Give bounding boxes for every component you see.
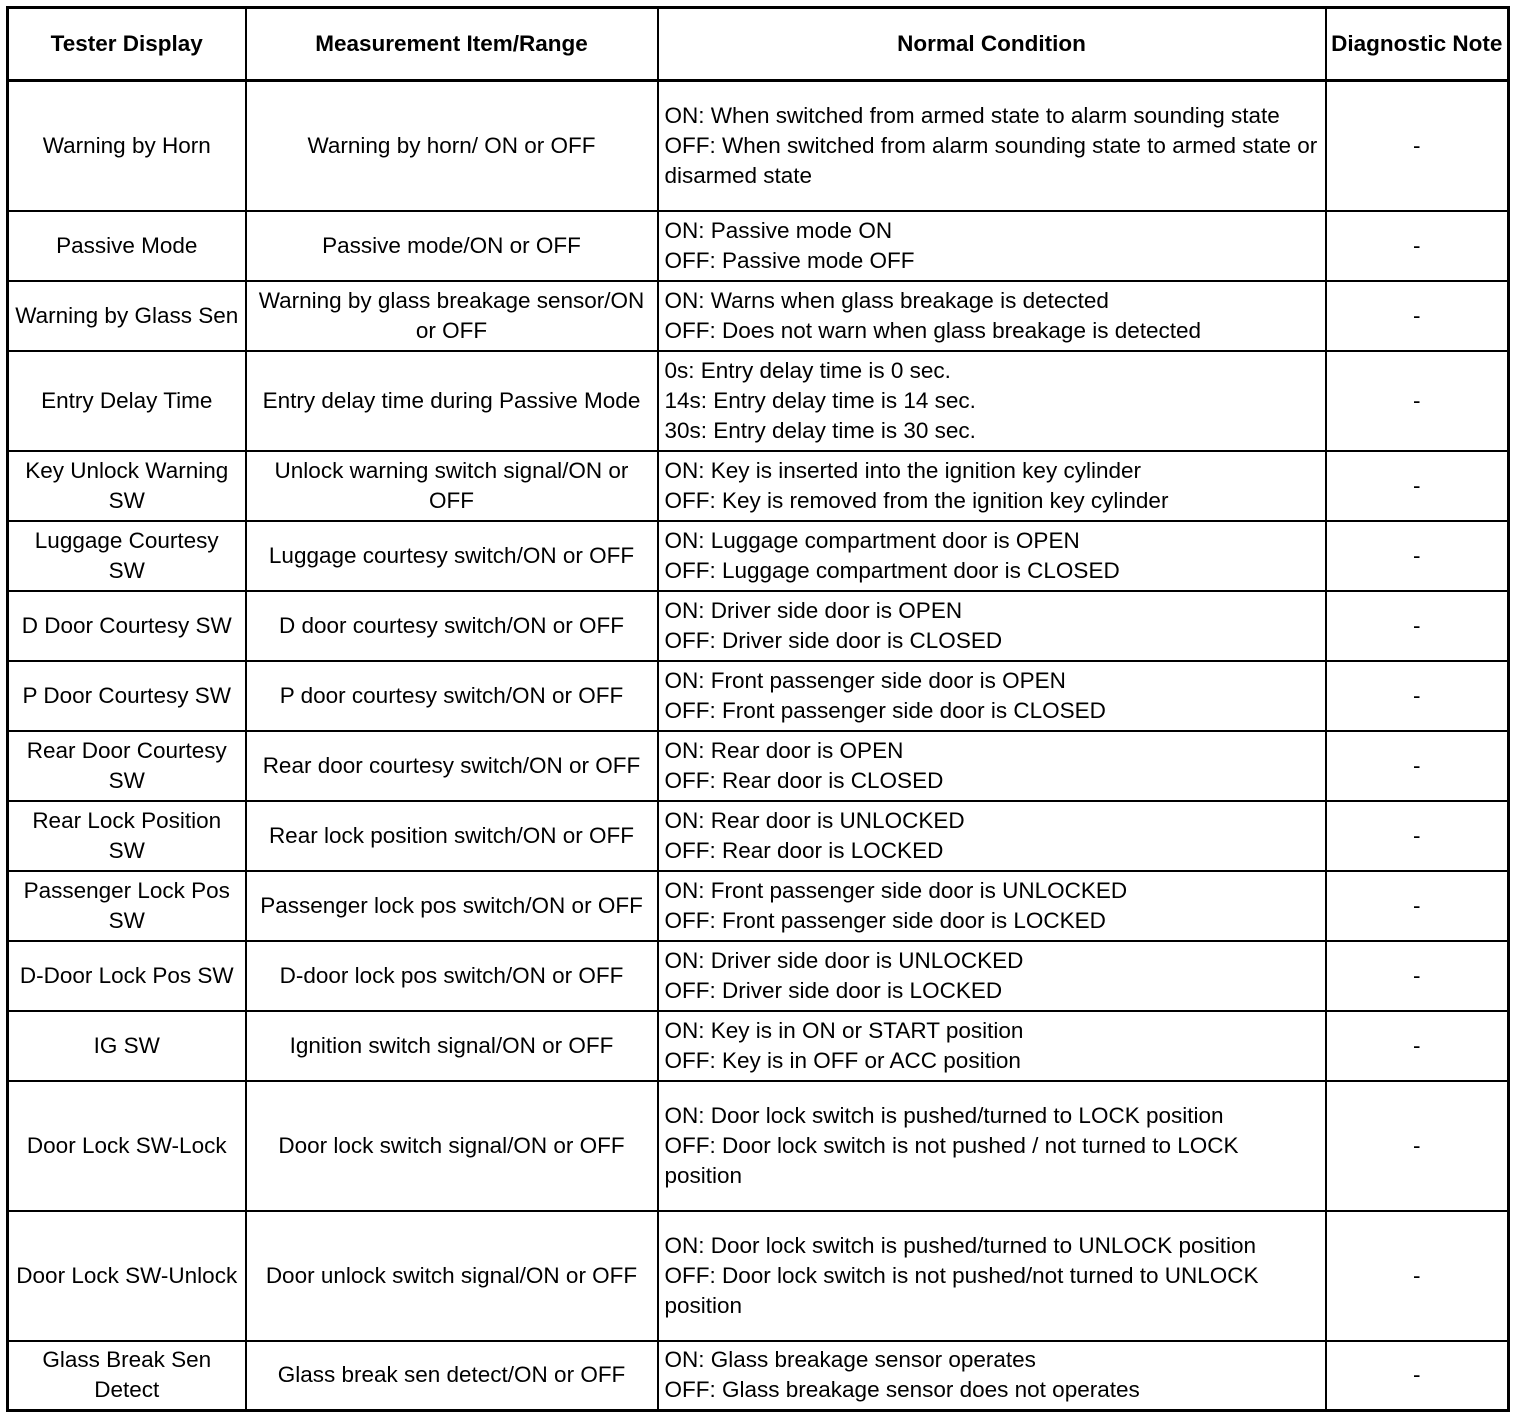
measurement-cell: Passenger lock pos switch/ON or OFF <box>246 871 658 941</box>
tester-data-table <box>6 6 1510 1412</box>
condition-off: OFF: Glass breakage sensor does not operates <box>664 1377 1140 1403</box>
table-row <box>8 351 1509 451</box>
measurement-cell: Rear lock position switch/ON or OFF <box>246 801 658 871</box>
condition-on: ON: Key is in ON or START position <box>664 1017 1024 1043</box>
measurement-cell: Door lock switch signal/ON or OFF <box>246 1081 658 1211</box>
tester-display-cell: Door Lock SW-Unlock <box>8 1211 246 1341</box>
normal-condition-cell <box>658 521 1326 591</box>
condition-line: 30s: Entry delay time is 30 sec. <box>664 417 976 443</box>
tester-display-cell: Glass Break Sen Detect <box>8 1341 246 1411</box>
normal-condition-cell <box>658 871 1326 941</box>
table-row <box>8 521 1509 591</box>
diagnostic-note-cell: - <box>1326 211 1509 281</box>
condition-off: OFF: Key is in OFF or ACC position <box>664 1047 1021 1073</box>
diagnostic-note-cell: - <box>1326 801 1509 871</box>
measurement-cell: Passive mode/ON or OFF <box>246 211 658 281</box>
header-normal-condition: Normal Condition <box>658 8 1326 81</box>
condition-on: ON: Warns when glass breakage is detected <box>664 287 1109 313</box>
tester-display-cell: Passenger Lock Pos SW <box>8 871 246 941</box>
condition-on: ON: Passive mode ON <box>664 217 893 243</box>
condition-off: OFF: Passive mode OFF <box>664 247 915 273</box>
diagnostic-note-cell: - <box>1326 871 1509 941</box>
table-row <box>8 731 1509 801</box>
tester-display-cell: D Door Courtesy SW <box>8 591 246 661</box>
normal-condition-cell <box>658 1011 1326 1081</box>
measurement-cell: D door courtesy switch/ON or OFF <box>246 591 658 661</box>
diagnostic-note-cell: - <box>1326 1211 1509 1341</box>
condition-on: ON: Glass breakage sensor operates <box>664 1347 1036 1373</box>
table-row <box>8 451 1509 521</box>
table-row <box>8 871 1509 941</box>
table-row <box>8 1341 1509 1411</box>
normal-condition-cell <box>658 941 1326 1011</box>
condition-on: ON: Driver side door is OPEN <box>664 597 963 623</box>
tester-display-cell: Door Lock SW-Lock <box>8 1081 246 1211</box>
normal-condition-cell <box>658 591 1326 661</box>
condition-off: OFF: Door lock switch is not pushed / not turned to LOCK position <box>664 1132 1239 1188</box>
tester-display-cell: Rear Lock Position SW <box>8 801 246 871</box>
table-row <box>8 801 1509 871</box>
normal-condition-cell <box>658 281 1326 351</box>
measurement-cell: P door courtesy switch/ON or OFF <box>246 661 658 731</box>
tester-display-cell: Warning by Glass Sen <box>8 281 246 351</box>
condition-on: ON: Rear door is OPEN <box>664 737 904 763</box>
normal-condition-cell <box>658 731 1326 801</box>
diagnostic-note-cell: - <box>1326 941 1509 1011</box>
table-row <box>8 1211 1509 1341</box>
measurement-cell: D-door lock pos switch/ON or OFF <box>246 941 658 1011</box>
normal-condition-cell <box>658 801 1326 871</box>
diagnostic-note-cell: - <box>1326 731 1509 801</box>
tester-display-cell: P Door Courtesy SW <box>8 661 246 731</box>
table-row <box>8 281 1509 351</box>
tester-display-cell: Warning by Horn <box>8 81 246 211</box>
diagnostic-note-cell: - <box>1326 1341 1509 1411</box>
condition-line: 14s: Entry delay time is 14 sec. <box>664 387 976 413</box>
condition-off: OFF: Driver side door is LOCKED <box>664 977 1003 1003</box>
diagnostic-note-cell: - <box>1326 521 1509 591</box>
measurement-cell: Warning by horn/ ON or OFF <box>246 81 658 211</box>
diagnostic-note-cell: - <box>1326 661 1509 731</box>
condition-off: OFF: Front passenger side door is CLOSED <box>664 697 1106 723</box>
tester-display-cell: Rear Door Courtesy SW <box>8 731 246 801</box>
normal-condition-cell <box>658 1341 1326 1411</box>
measurement-cell: Unlock warning switch signal/ON or OFF <box>246 451 658 521</box>
header-tester-display: Tester Display <box>8 8 246 81</box>
tester-display-cell: D-Door Lock Pos SW <box>8 941 246 1011</box>
condition-off: OFF: Door lock switch is not pushed/not turned to UNLOCK position <box>664 1262 1259 1318</box>
table-row <box>8 1081 1509 1211</box>
condition-off: OFF: Driver side door is CLOSED <box>664 627 1003 653</box>
table-row <box>8 1011 1509 1081</box>
header-diagnostic-note: Diagnostic Note <box>1326 8 1509 81</box>
condition-on: ON: Door lock switch is pushed/turned to LOCK position <box>664 1102 1224 1128</box>
diagnostic-note-cell: - <box>1326 81 1509 211</box>
diagnostic-note-cell: - <box>1326 451 1509 521</box>
measurement-cell: Warning by glass breakage sensor/ON or OFF <box>246 281 658 351</box>
measurement-cell: Rear door courtesy switch/ON or OFF <box>246 731 658 801</box>
diagnostic-note-cell: - <box>1326 591 1509 661</box>
condition-on: ON: Front passenger side door is OPEN <box>664 667 1066 693</box>
condition-on: ON: Key is inserted into the ignition key cylinder <box>664 457 1141 483</box>
condition-on: ON: Front passenger side door is UNLOCKED <box>664 877 1128 903</box>
normal-condition-cell <box>658 661 1326 731</box>
tester-display-cell: Entry Delay Time <box>8 351 246 451</box>
diagnostic-note-cell: - <box>1326 1081 1509 1211</box>
condition-off: OFF: Rear door is LOCKED <box>664 837 944 863</box>
condition-on: ON: Driver side door is UNLOCKED <box>664 947 1024 973</box>
table-row <box>8 211 1509 281</box>
measurement-cell: Luggage courtesy switch/ON or OFF <box>246 521 658 591</box>
condition-off: OFF: Luggage compartment door is CLOSED <box>664 557 1120 583</box>
normal-condition-cell <box>658 81 1326 211</box>
diagnostic-note-cell: - <box>1326 1011 1509 1081</box>
normal-condition-cell <box>658 211 1326 281</box>
condition-line: 0s: Entry delay time is 0 sec. <box>664 357 951 383</box>
condition-off: OFF: Rear door is CLOSED <box>664 767 944 793</box>
normal-condition-cell <box>658 451 1326 521</box>
condition-off: OFF: Key is removed from the ignition key cylinder <box>664 487 1169 513</box>
condition-on: ON: Door lock switch is pushed/turned to UNLOCK position <box>664 1232 1257 1258</box>
normal-condition-cell <box>658 351 1326 451</box>
tester-display-cell: IG SW <box>8 1011 246 1081</box>
measurement-cell: Ignition switch signal/ON or OFF <box>246 1011 658 1081</box>
diagnostic-note-cell: - <box>1326 281 1509 351</box>
tester-display-cell: Luggage Courtesy SW <box>8 521 246 591</box>
measurement-cell: Glass break sen detect/ON or OFF <box>246 1341 658 1411</box>
condition-off: OFF: Does not warn when glass breakage is detected <box>664 317 1202 343</box>
header-row <box>8 8 1509 81</box>
normal-condition-cell <box>658 1211 1326 1341</box>
condition-on: ON: Rear door is UNLOCKED <box>664 807 965 833</box>
table-row <box>8 81 1509 211</box>
table-row <box>8 661 1509 731</box>
table-row <box>8 591 1509 661</box>
condition-on: ON: When switched from armed state to alarm sounding state <box>664 102 1280 128</box>
normal-condition-cell <box>658 1081 1326 1211</box>
diagnostic-note-cell: - <box>1326 351 1509 451</box>
measurement-cell: Entry delay time during Passive Mode <box>246 351 658 451</box>
header-measurement-item: Measurement Item/Range <box>246 8 658 81</box>
tester-display-cell: Passive Mode <box>8 211 246 281</box>
tester-display-cell: Key Unlock Warning SW <box>8 451 246 521</box>
measurement-cell: Door unlock switch signal/ON or OFF <box>246 1211 658 1341</box>
condition-off: OFF: Front passenger side door is LOCKED <box>664 907 1106 933</box>
condition-on: ON: Luggage compartment door is OPEN <box>664 527 1080 553</box>
condition-off: OFF: When switched from alarm sounding state to armed state or disarmed state <box>664 132 1318 188</box>
table-row <box>8 941 1509 1011</box>
